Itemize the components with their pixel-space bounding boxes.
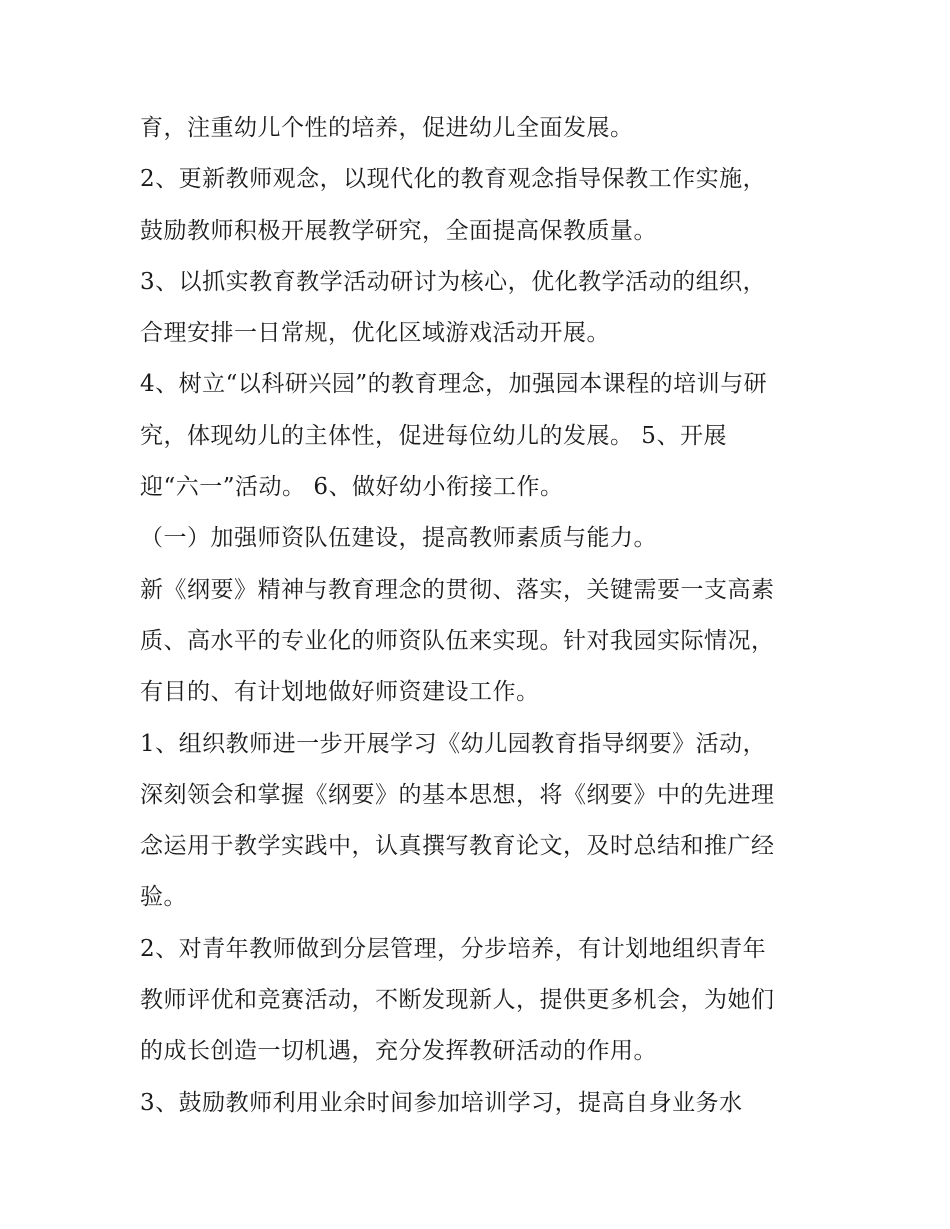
document-body (140, 103, 830, 1129)
text-line: 3、以抓实教育教学活动研讨为核心，优化教学活动的组织， (140, 268, 767, 295)
text-line: 有目的、有计划地做好师资建设工作。 (140, 679, 540, 706)
text-line: 鼓励教师积极开展教学研究，全面提高保教质量。 (140, 217, 657, 244)
text-line: 念运用于教学实践中，认真撰写教育论文，及时总结和推广经 (140, 833, 775, 860)
text-line: 教师评优和竞赛活动，不断发现新人，提供更多机会，为她们 (140, 987, 775, 1014)
text-line: 2、更新教师观念，以现代化的教育观念指导保教工作实施， (140, 166, 767, 193)
text-line: 合理安排一日常规，优化区域游戏活动开展。 (140, 320, 610, 347)
text-line: 新《纲要》精神与教育理念的贯彻、落实，关键需要一支高素 (140, 576, 775, 603)
text-line: 迎“六一”活动。 6、做好幼小衔接工作。 (140, 474, 564, 501)
text-line: 育，注重幼儿个性的培养，促进幼儿全面发展。 (140, 115, 634, 141)
text-line: 3、鼓励教师利用业余时间参加培训学习，提高自身业务水 (140, 1089, 743, 1116)
text-line: 质、高水平的专业化的师资队伍来实现。针对我园实际情况， (140, 627, 775, 654)
text-line: 深刻领会和掌握《纲要》的基本思想，将《纲要》中的先进理 (140, 781, 775, 808)
text-line: 4、树立“以科研兴园”的教育理念，加强园本课程的培训与研 (140, 371, 768, 398)
text-line: 2、对青年教师做到分层管理，分步培养，有计划地组织青年 (140, 935, 767, 962)
section-heading: （一）加强师资队伍建设，提高教师素质与能力。 (140, 525, 657, 552)
text-line: 究，体现幼儿的主体性，促进每位幼儿的发展。 5、开展 (140, 422, 727, 449)
text-line: 1、组织教师进一步开展学习《幼儿园教育指导纲要》活动， (140, 730, 767, 757)
text-line: 验。 (140, 884, 187, 911)
text-line: 的成长创造一切机遇，充分发挥教研活动的作用。 (140, 1038, 657, 1065)
